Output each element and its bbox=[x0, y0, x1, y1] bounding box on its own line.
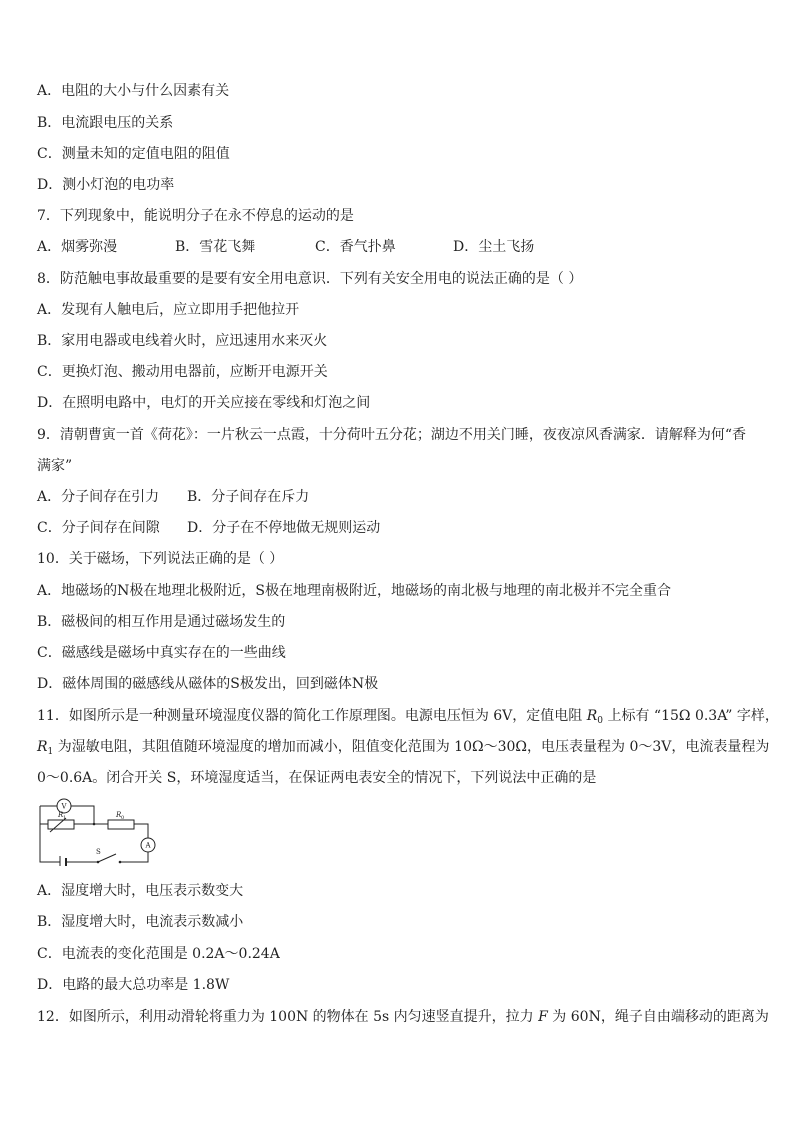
q6-option-d: D．测小灯泡的电功率 bbox=[37, 177, 175, 193]
r0-label: R bbox=[116, 811, 122, 819]
q9-stem-line2: 满家” bbox=[37, 458, 73, 474]
q7-options bbox=[37, 238, 534, 256]
q11-option-d: D．电路的最大总功率是 1.8W bbox=[37, 977, 230, 993]
q11-stem-line3: 0～0.6A。闭合开关 S，环境湿度适当，在保证两电表安全的情况下，下列说法中正确的是 bbox=[37, 770, 597, 786]
r0-label-sub: 0 bbox=[121, 815, 125, 821]
q11-option-a: A．湿度增大时，电压表示数变大 bbox=[37, 883, 244, 899]
humidity-circuit-diagram bbox=[36, 796, 160, 866]
r1-label: R bbox=[58, 811, 64, 819]
q6-option-b: B．电流跟电压的关系 bbox=[37, 115, 174, 131]
q10-option-c: C．磁感线是磁场中真实存在的一些曲线 bbox=[37, 645, 286, 661]
q8-option-a: A．发现有人触电后，应立即用手把他拉开 bbox=[37, 302, 300, 318]
q6-option-a: A．电阻的大小与什么因素有关 bbox=[37, 83, 230, 99]
q9-option-b: B．分子间存在斥力 bbox=[187, 489, 310, 505]
q9-stem-line1: 9．清朝曹寅一首《荷花》：一片秋云一点霞，十分荷叶五分花；湖边不用关门睡，夜夜凉风香满家．请解释为何“香 bbox=[37, 427, 747, 443]
q12-stem: 12．如图所示，利用动滑轮将重力为 100N 的物体在 5s 内匀速竖直提升，拉力 F 为 60N，绳子自由端移动的距离为 bbox=[37, 1009, 769, 1025]
voltmeter-label: V bbox=[61, 802, 67, 811]
q11-option-c: C．电流表的变化范围是 0.2A～0.24A bbox=[37, 946, 280, 962]
q10-stem: 10．关于磁场，下列说法正确的是（ ） bbox=[37, 551, 284, 567]
humidity-resistor-r1 bbox=[48, 820, 74, 829]
q7-option-c: C．香气扑鼻 bbox=[315, 239, 396, 255]
q7-option-a: A．烟雾弥漫 bbox=[37, 239, 118, 255]
q10-option-b: B．磁极间的相互作用是通过磁场发生的 bbox=[37, 614, 286, 630]
q8-stem: 8．防范触电事故最重要的是要有安全用电意识．下列有关安全用电的说法正确的是（ ） bbox=[37, 271, 583, 287]
q9-options-row2 bbox=[37, 519, 380, 537]
q6-option-c: C．测量未知的定值电阻的阻值 bbox=[37, 146, 230, 162]
q9-options-row1 bbox=[37, 488, 309, 506]
q7-stem: 7．下列现象中，能说明分子在永不停息的运动的是 bbox=[37, 208, 354, 224]
q11-option-b: B．湿度增大时，电流表示数减小 bbox=[37, 914, 244, 930]
q9-option-a: A．分子间存在引力 bbox=[37, 489, 160, 505]
switch-label: S bbox=[96, 848, 101, 856]
q8-option-b: B．家用电器或电线着火时，应迅速用水来灭火 bbox=[37, 333, 328, 349]
q7-option-b: B．雪花飞舞 bbox=[175, 239, 256, 255]
q7-option-d: D．尘土飞扬 bbox=[453, 239, 535, 255]
q11-stem-line2: $R_1$ 为湿敏电阻，其阻值随环境湿度的增加而减小，阻值变化范围为 10Ω～30Ω，电压表量程为 0～3V，电流表量程为 bbox=[37, 739, 770, 757]
q10-option-a: A．地磁场的N极在地理北极附近，S极在地理南极附近，地磁场的南北极与地理的南北极并不完全重合 bbox=[37, 583, 671, 599]
fixed-resistor-r0 bbox=[108, 820, 134, 829]
q10-option-d: D．磁体周围的磁感线从磁体的S极发出，回到磁体N极 bbox=[37, 676, 379, 692]
ammeter-label: A bbox=[145, 841, 151, 850]
q8-option-c: C．更换灯泡、搬动用电器前，应断开电源开关 bbox=[37, 364, 328, 380]
q8-option-d: D．在照明电路中，电灯的开关应接在零线和灯泡之间 bbox=[37, 395, 371, 411]
q11-stem-line1: 11．如图所示是一种测量环境湿度仪器的简化工作原理图。电源电压恒为 6V，定值电阻 $R_0$ 上标有 “15Ω 0.3A” 字样， bbox=[37, 708, 779, 726]
q9-option-c: C．分子间存在间隙 bbox=[37, 520, 160, 536]
r1-label-sub: 1 bbox=[63, 815, 67, 821]
q9-option-d: D．分子在不停地做无规则运动 bbox=[187, 520, 381, 536]
